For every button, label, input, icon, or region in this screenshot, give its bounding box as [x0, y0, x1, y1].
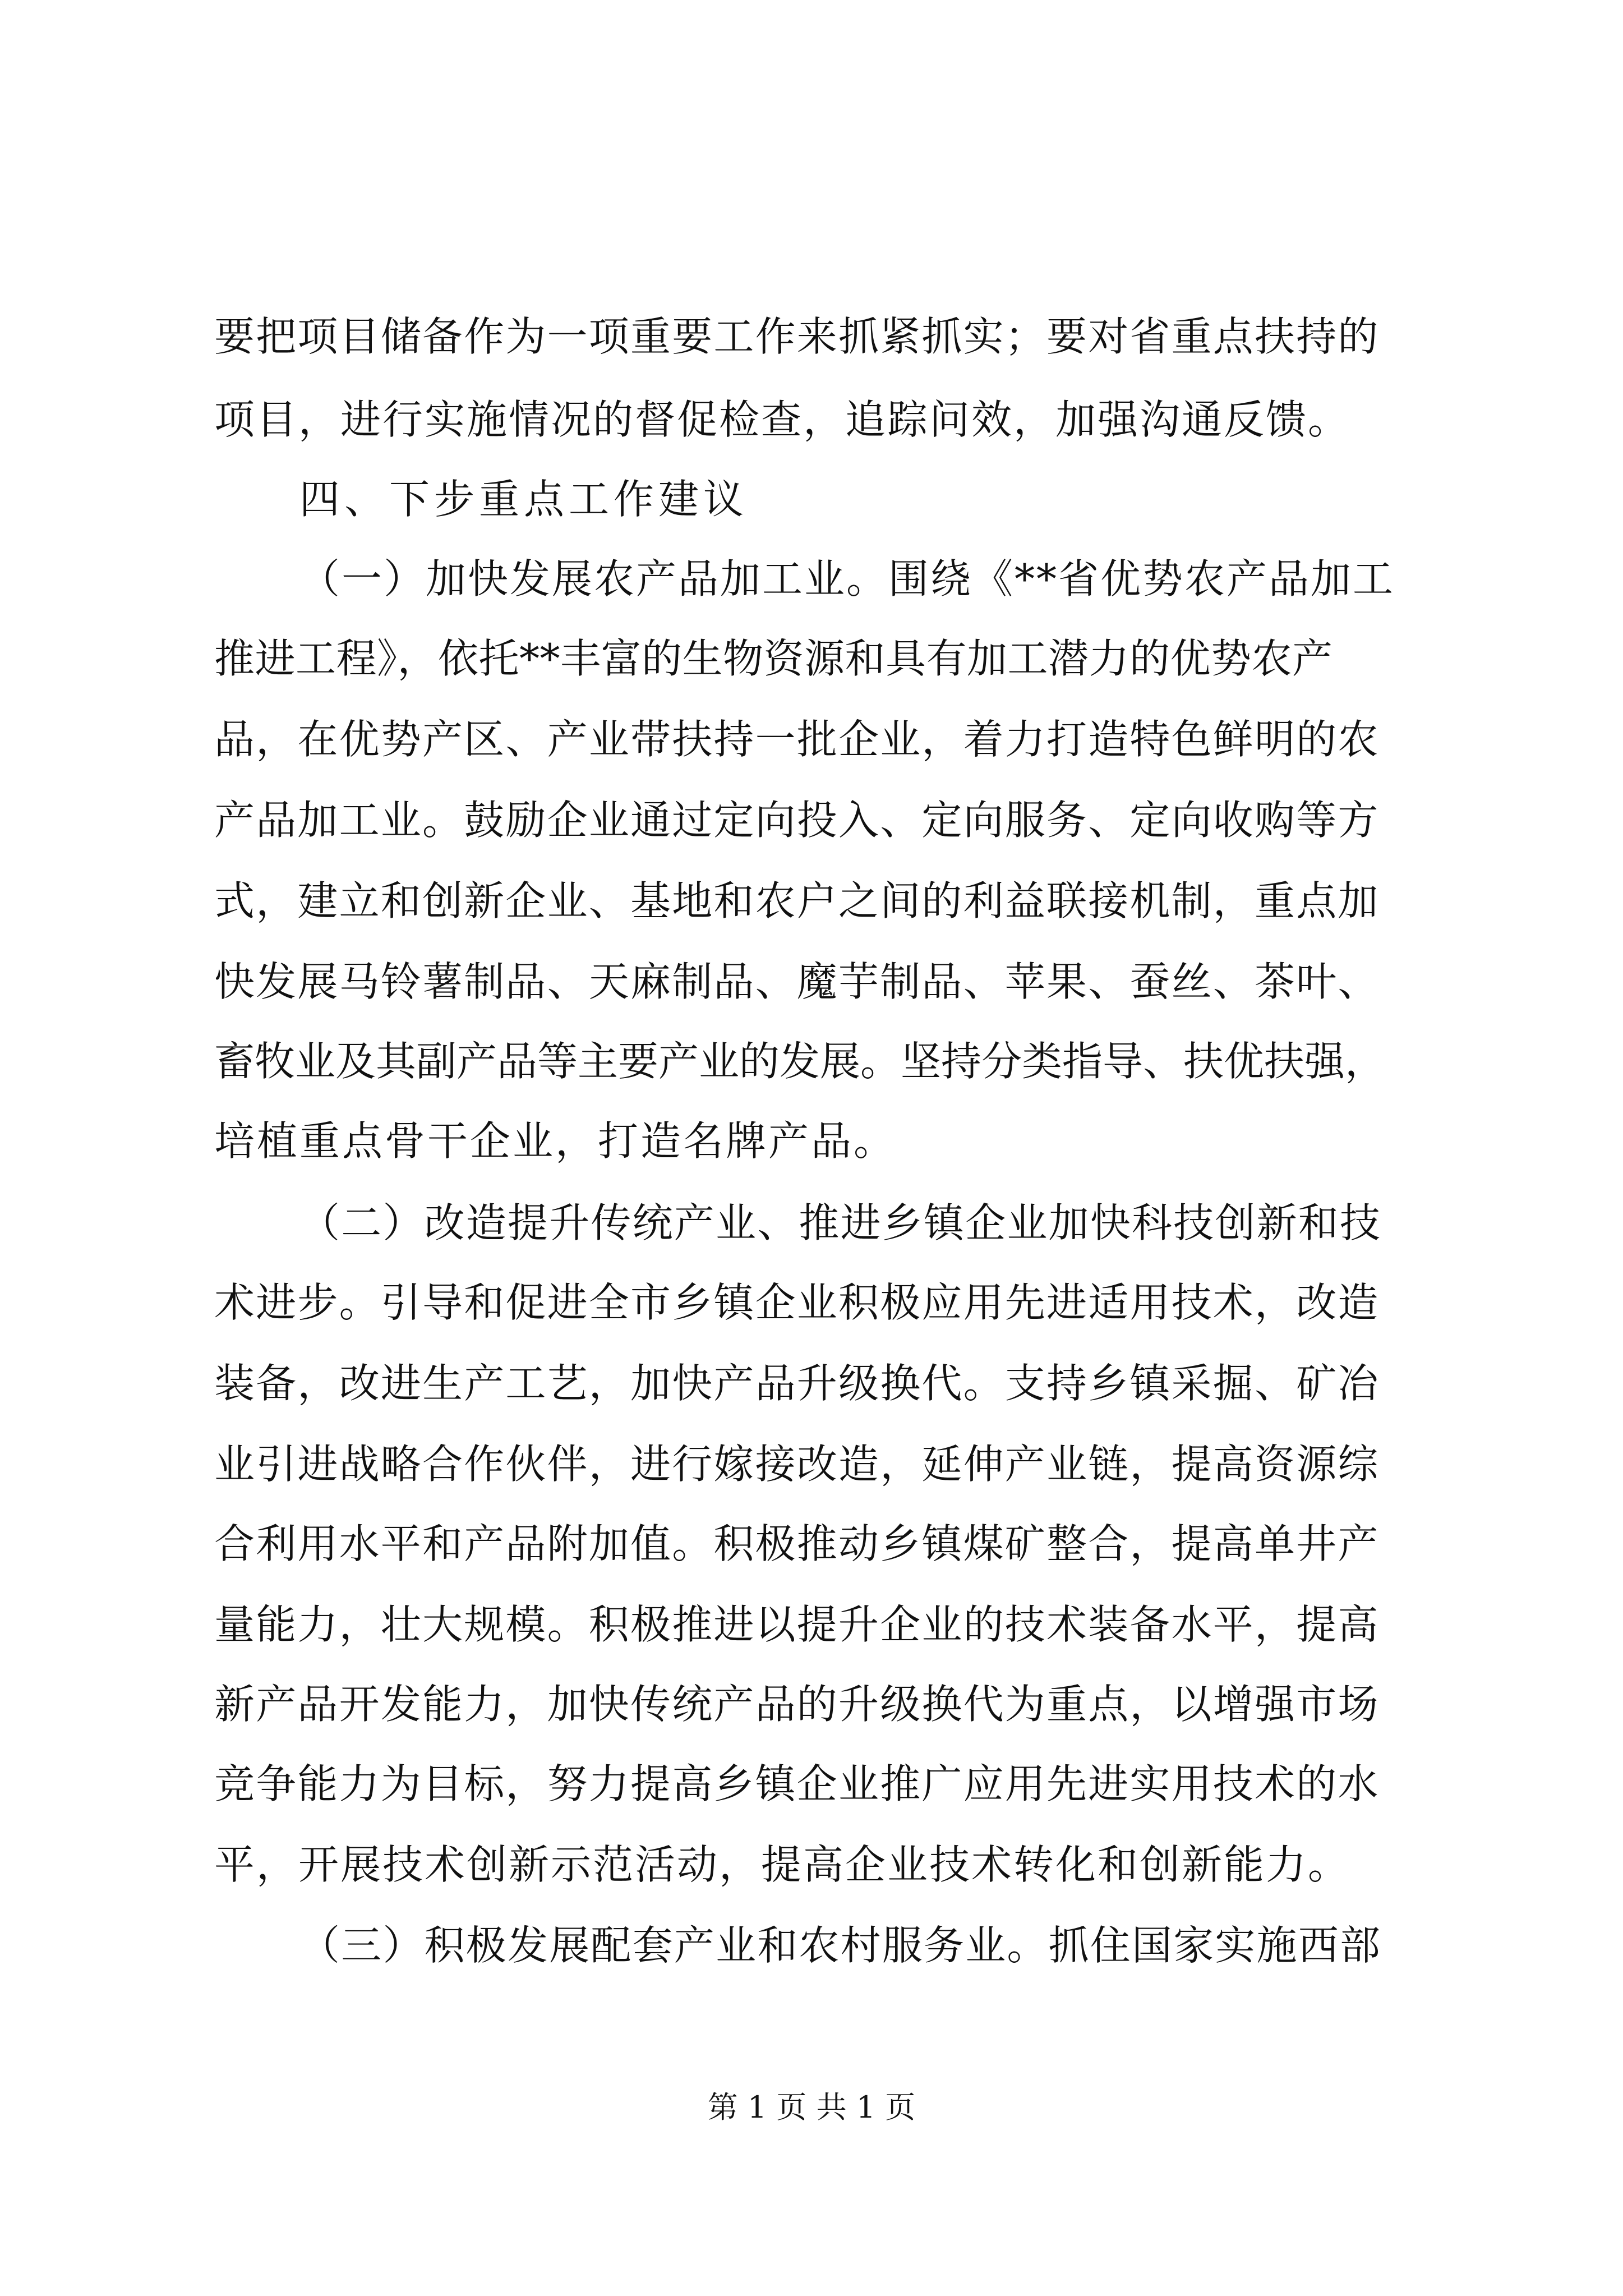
text-line: 装备，改进生产工艺，加快产品升级换代。支持乡镇采掘、矿冶 [214, 1360, 1380, 1407]
text-line: 畜牧业及其副产品等主要产业的发展。坚持分类指导、扶优扶强， [214, 1038, 1386, 1085]
text-line: 术进步。引导和促进全市乡镇企业积极应用先进适用技术，改造 [214, 1279, 1380, 1326]
text-line: 合利用水平和产品附加值。积极推动乡镇煤矿整合，提高单井产 [214, 1520, 1380, 1567]
section-heading: 四、下步重点工作建议 [299, 476, 749, 523]
text-line: 培植重点骨干企业，打造名牌产品。 [214, 1117, 897, 1165]
paragraph-heading: （二）改造提升传统产业、推进乡镇企业加快科技创新和技 [299, 1199, 1382, 1246]
text-line: 产品加工业。鼓励企业通过定向投入、定向服务、定向收购等方 [214, 797, 1380, 844]
page-footer: 第 1 页 共 1 页 [707, 2090, 916, 2125]
text-line: 推进工程》，依托**丰富的生物资源和具有加工潜力的优势农产 [214, 635, 1333, 682]
text-line: 竞争能力为目标，努力提高乡镇企业推广应用先进实用技术的水 [214, 1760, 1380, 1807]
text-line: 业引进战略合作伙伴，进行嫁接改造，延伸产业链，提高资源综 [214, 1441, 1380, 1488]
text-line: 快发展马铃薯制品、天麻制品、魔芋制品、苹果、蚕丝、茶叶、 [214, 958, 1380, 1005]
paragraph-heading: （一）加快发展农产品加工业。围绕《**省优势农产品加工 [299, 555, 1395, 602]
text-line: 式，建立和创新企业、基地和农户之间的利益联接机制，重点加 [214, 877, 1380, 924]
text-line: 量能力，壮大规模。积极推进以提升企业的技术装备水平，提高 [214, 1601, 1380, 1648]
text-line: 新产品开发能力，加快传统产品的升级换代为重点，以增强市场 [214, 1681, 1380, 1728]
text-line: 项目，进行实施情况的督促检查，追踪问效，加强沟通反馈。 [214, 396, 1350, 443]
text-line: 要把项目储备作为一项重要工作来抓紧抓实；要对省重点扶持的 [214, 313, 1380, 360]
paragraph-heading: （三）积极发展配套产业和农村服务业。抓住国家实施西部 [299, 1922, 1382, 1969]
text-line: 平，开展技术创新示范活动，提高企业技术转化和创新能力。 [214, 1841, 1350, 1888]
text-line: 品，在优势产区、产业带扶持一批企业，着力打造特色鲜明的农 [214, 716, 1380, 763]
